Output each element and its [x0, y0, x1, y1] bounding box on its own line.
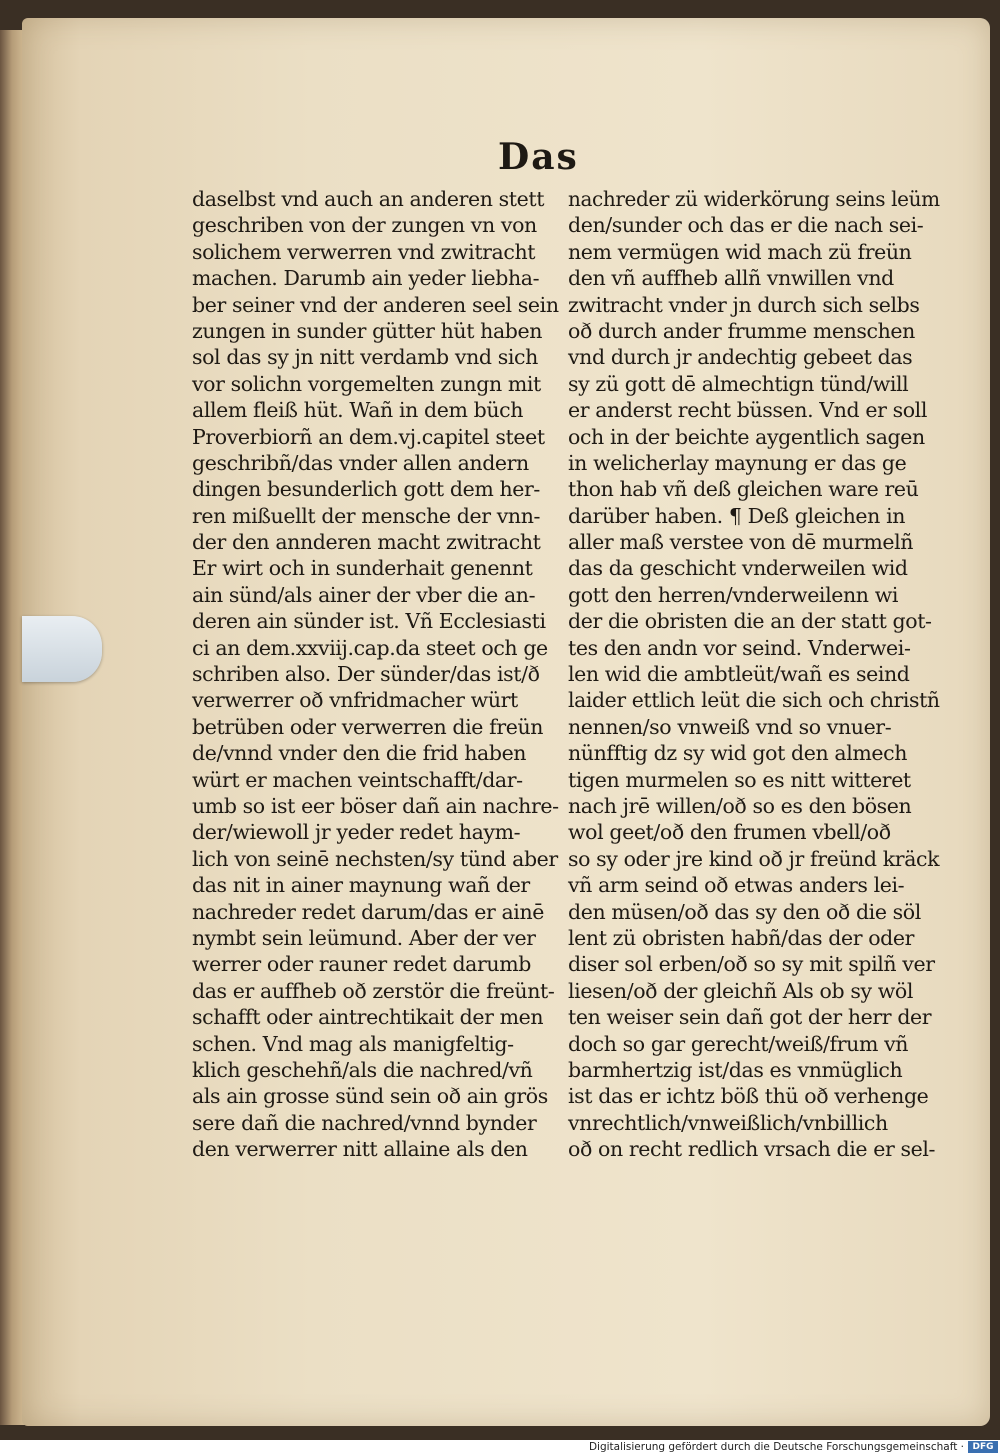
text-line: ten weiser sein dañ got der herr der	[568, 1005, 932, 1030]
text-line: geschriben von der zungen vn von	[192, 213, 537, 238]
text-line: schafft oder aintrechtikait der men	[192, 1005, 544, 1030]
text-line: oð durch ander frumme menschen	[568, 318, 915, 343]
text-line: vor solichn vorgemelten zungn mit	[192, 371, 541, 396]
text-column-left	[192, 186, 562, 1162]
text-line: zungen in sunder gütter hüt haben	[192, 318, 543, 343]
text-line: den müsen/oð das sy den oð die söl	[568, 899, 921, 924]
text-line: allem fleiß hüt. Wañ in dem büch	[192, 398, 524, 423]
text-line: umb so ist eer böser dañ ain nachre-	[192, 793, 559, 818]
text-line: zwitracht vnder jn durch sich selbs	[568, 292, 920, 317]
text-line: lich von seinē nechsten/sy tünd aber	[192, 846, 558, 871]
text-line: ber seiner vnd der anderen seel sein	[192, 292, 559, 317]
text-line: wol geet/oð den frumen vbell/oð	[568, 820, 891, 845]
text-line: gott den herren/vnderweilenn wi	[568, 582, 898, 607]
text-line: nach jrē willen/oð so es den bösen	[568, 793, 912, 818]
text-line: den/sunder och das er die nach sei-	[568, 213, 924, 238]
text-line: er anderst recht büssen. Vnd er soll	[568, 398, 927, 423]
text-line: tes den andn vor seind. Vnderwei-	[568, 635, 911, 660]
text-line: werrer oder rauner redet darumb	[192, 952, 531, 977]
text-line: sere dañ die nachred/vnnd bynder	[192, 1110, 537, 1135]
text-line: dingen besunderlich gott dem her-	[192, 477, 540, 502]
text-line: nymbt sein leümund. Aber der ver	[192, 925, 536, 950]
text-line: darüber haben. ¶ Deß gleichen in	[568, 503, 906, 528]
text-line: solichem verwerren vnd zwitracht	[192, 239, 536, 264]
text-line: len wid die ambtleüt/wañ es seind	[568, 662, 910, 687]
text-line: Proverbiorñ an dem.vj.capitel steet	[192, 424, 545, 449]
text-line: den verwerrer nitt allaine als den	[192, 1137, 528, 1162]
text-line: sol das sy jn nitt verdamb vnd sich	[192, 345, 538, 370]
text-line: och in der beichte aygentlich sagen	[568, 424, 925, 449]
text-line: der den annderen macht zwitracht	[192, 530, 541, 555]
text-line: würt er machen veintschafft/dar-	[192, 767, 523, 792]
footer-credit: Digitalisierung gefördert durch die Deutsche Forschungsgemeinschaft ·	[588, 1441, 964, 1453]
text-line: lent zü obristen habñ/das der oder	[568, 925, 915, 950]
text-line: liesen/oð der gleichñ Als ob sy wöl	[568, 978, 913, 1003]
text-line: das er auffheb oð zerstör die freünt-	[192, 978, 555, 1003]
text-line: betrüben oder verwerren die freün	[192, 714, 544, 739]
text-line: ci an dem.xxviij.cap.da steet och ge	[192, 635, 548, 660]
text-line: aller maß verstee von dē murmelñ	[568, 530, 914, 555]
dfg-logo: DFG	[968, 1441, 998, 1453]
text-line: daselbst vnd auch an anderen stett	[192, 187, 545, 211]
text-line: vnd durch jr andechtig gebeet das	[568, 345, 913, 370]
text-line: laider ettlich leüt die sich och christñ	[568, 688, 940, 713]
text-line: vñ arm seind oð etwas anders lei-	[568, 873, 905, 898]
text-line: Er wirt och in sunderhait genennt	[192, 556, 533, 581]
text-line: das nit in ainer maynung wañ der	[192, 873, 530, 898]
text-line: schen. Vnd mag als manigfeltig-	[192, 1031, 514, 1056]
text-line: der die obristen die an der statt got-	[568, 609, 932, 634]
text-line: in welicherlay maynung er das ge	[568, 450, 907, 475]
text-line: ain sünd/als ainer der vber die an-	[192, 582, 536, 607]
text-line: verwerrer oð vnfridmacher würt	[192, 688, 518, 713]
bookmark-tab	[22, 616, 102, 682]
text-line: schriben also. Der sünder/das ist/ð	[192, 662, 540, 687]
text-line: ren mißuellt der mensche der vnn-	[192, 503, 541, 528]
text-line: thon hab vñ deß gleichen ware reū	[568, 477, 919, 502]
text-column-right	[568, 186, 938, 1162]
text-line: der/wiewoll jr yeder redet haym-	[192, 820, 521, 845]
text-line: ist das er ichtz böß thü oð verhenge	[568, 1084, 929, 1109]
text-line: den vñ auffheb allñ vnwillen vnd	[568, 266, 894, 291]
text-line: machen. Darumb ain yeder liebha-	[192, 266, 540, 291]
text-line: nem vermügen wid mach zü freün	[568, 239, 912, 264]
text-line: tigen murmelen so es nitt witteret	[568, 767, 911, 792]
text-line: so sy oder jre kind oð jr freünd kräck	[568, 846, 940, 871]
text-line: sy zü gott dē almechtign tünd/will	[568, 371, 909, 396]
text-line: nennen/so vnweiß vnd so vnuer-	[568, 714, 892, 739]
text-line: doch so gar gerecht/weiß/frum vñ	[568, 1031, 909, 1056]
text-line: geschribñ/das vnder allen andern	[192, 450, 529, 475]
text-line: nünfftig dz sy wid got den almech	[568, 741, 908, 766]
text-line: als ain grosse sünd sein oð ain grös	[192, 1084, 548, 1109]
text-line: das da geschicht vnderweilen wid	[568, 556, 908, 581]
footer-bar	[0, 1440, 1000, 1454]
text-line: nachreder zü widerkörung seins leüm	[568, 187, 940, 211]
text-line: klich geschehñ/als die nachred/vñ	[192, 1057, 533, 1082]
text-line: deren ain sünder ist. Vñ Ecclesiasti	[192, 609, 546, 634]
text-line: vnrechtlich/vnweißlich/vnbillich	[568, 1110, 888, 1135]
text-line: barmhertzig ist/das es vnmüglich	[568, 1057, 903, 1082]
text-line: diser sol erben/oð so sy mit spilñ ver	[568, 952, 935, 977]
text-line: oð on recht redlich vrsach die er sel-	[568, 1137, 936, 1162]
text-line: de/vnnd vnder den die frid haben	[192, 741, 527, 766]
text-line: nachreder redet darum/das er ainē	[192, 899, 544, 924]
page-header-word: Das	[498, 136, 579, 178]
